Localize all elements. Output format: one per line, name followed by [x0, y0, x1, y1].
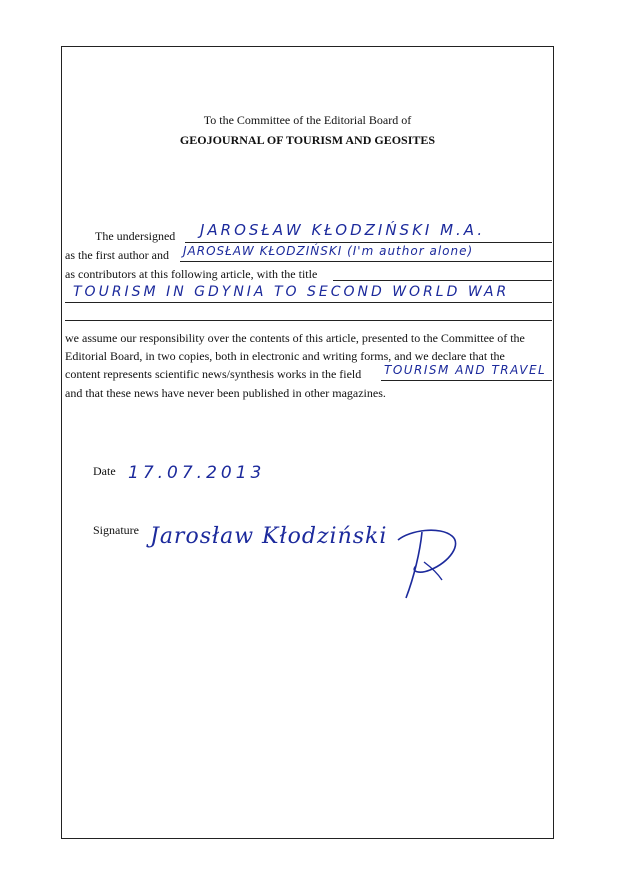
- signature-handwritten: Jarosław Kłodziński: [150, 524, 388, 549]
- signature-label: Signature: [93, 523, 139, 537]
- contributors-underline: [333, 280, 552, 281]
- title-underline: [65, 302, 552, 303]
- first-author-handwritten: JAROSŁAW KŁODZIŃSKI (I'm author alone): [183, 244, 474, 258]
- contributors-label: as contributors at this following article, with the title: [65, 267, 318, 281]
- journal-title: GEOJOURNAL OF TOURISM AND GEOSITES: [179, 133, 436, 147]
- document-border: [61, 46, 554, 839]
- field-underline: [381, 380, 552, 381]
- responsibility-text-1: we assume our responsibility over the contents of this article, presented to the Committee of the: [65, 331, 525, 345]
- responsibility-text-3: content represents scientific news/synthesis works in the field: [65, 367, 362, 381]
- first-author-label: as the first author and: [65, 248, 169, 262]
- undersigned-underline: [185, 242, 552, 243]
- undersigned-handwritten: JAROSŁAW KŁODZIŃSKI M.A.: [200, 221, 486, 239]
- undersigned-label: The undersigned: [95, 229, 176, 243]
- date-handwritten: 17.07.2013: [128, 463, 266, 483]
- article-title-handwritten: TOURISM IN GDYNIA TO SECOND WORLD WAR: [73, 284, 510, 300]
- header-line-1: To the Committee of the Editorial Board of: [203, 113, 412, 127]
- responsibility-text-4: and that these news have never been published in other magazines.: [65, 386, 386, 400]
- responsibility-text-2: Editorial Board, in two copies, both in electronic and writing forms, and we declare that the: [65, 349, 505, 363]
- date-label: Date: [93, 464, 116, 478]
- signature-flourish: [380, 522, 470, 602]
- first-author-underline: [180, 261, 552, 262]
- title-second-underline: [65, 320, 552, 321]
- field-handwritten: TOURISM AND TRAVEL: [384, 363, 547, 377]
